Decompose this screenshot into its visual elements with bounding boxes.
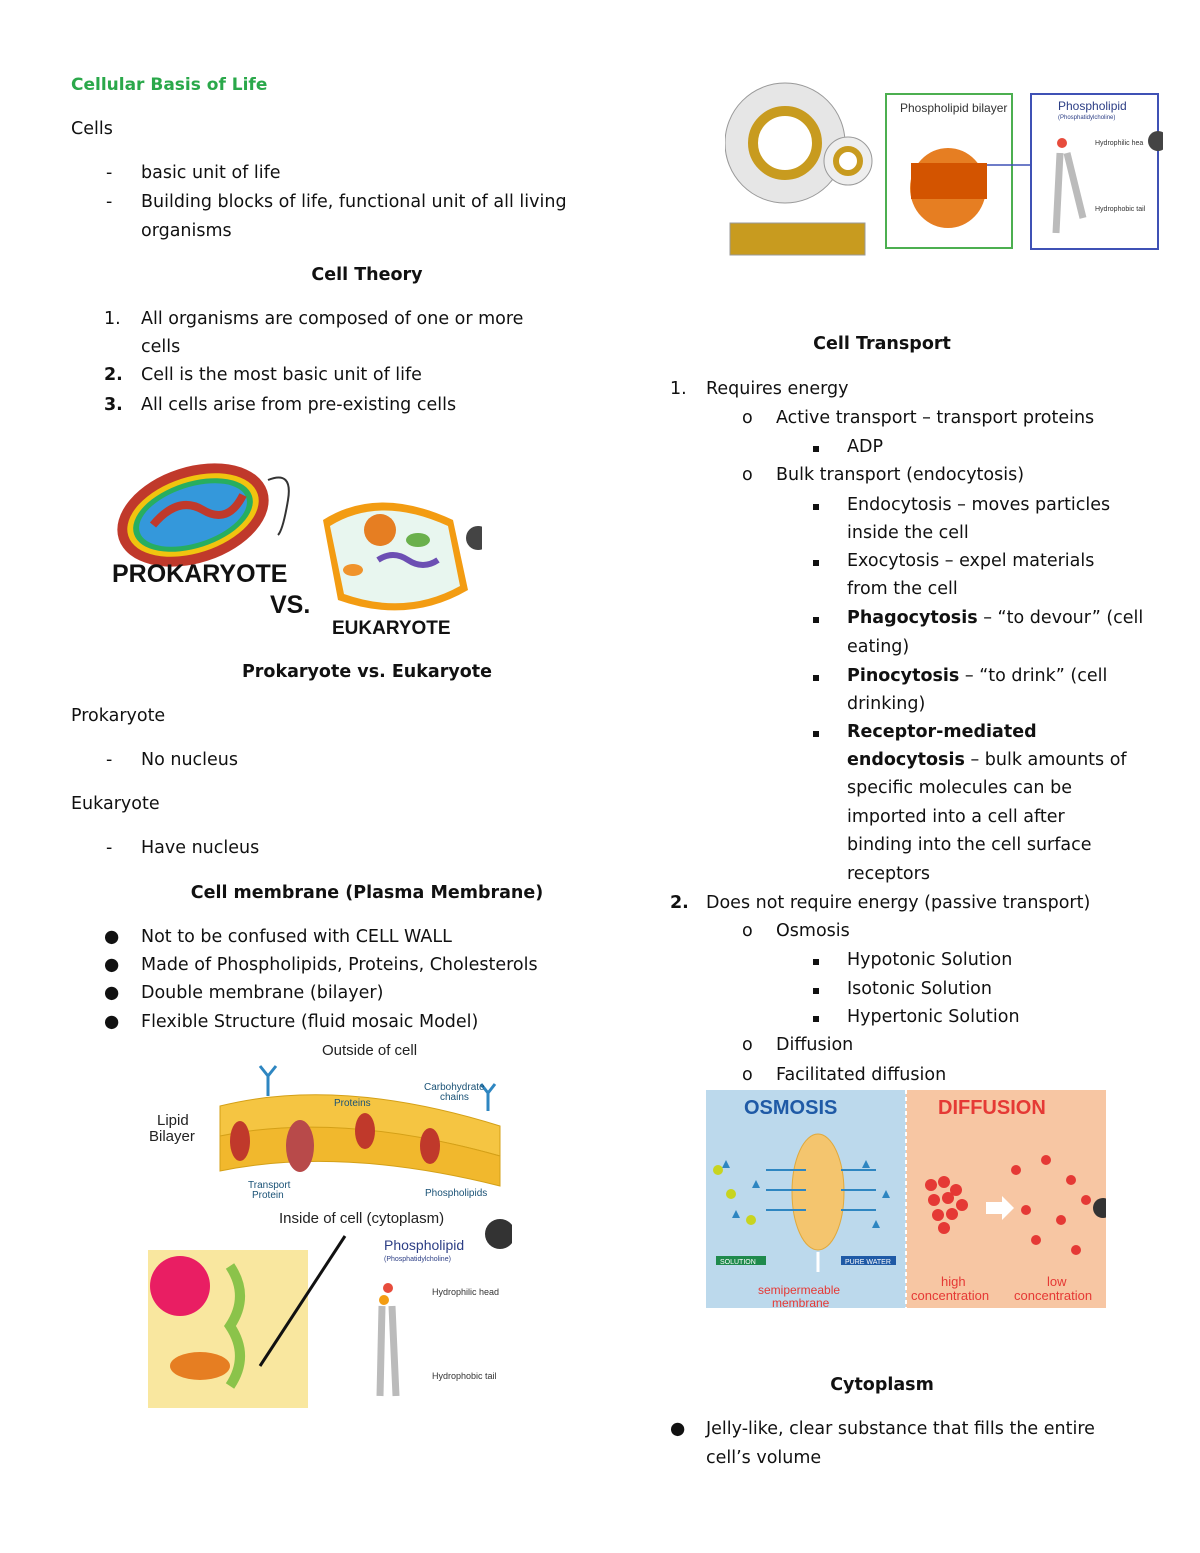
low-concentration-label: concentration bbox=[1014, 1288, 1093, 1303]
high-concentration-label: concentration bbox=[911, 1288, 990, 1303]
pure-water-label: PURE WATER bbox=[845, 1259, 891, 1266]
pinocytosis-item bbox=[847, 662, 1107, 690]
semipermeable-label: semipermeable bbox=[758, 1283, 841, 1297]
receptor-cont: receptors bbox=[847, 864, 930, 884]
solution-item: Hypertonic Solution bbox=[847, 1007, 1020, 1027]
bullet: ● bbox=[104, 955, 120, 975]
theory-item: All cells arise from pre-existing cells bbox=[141, 395, 457, 415]
theory-item: Cell is the most basic unit of life bbox=[141, 365, 422, 385]
list-number: 2. bbox=[670, 893, 689, 913]
membrane-label: membrane bbox=[772, 1296, 830, 1308]
carbohydrate-label: Carbohydrate bbox=[424, 1082, 485, 1093]
transport-heading: Cell Transport bbox=[813, 334, 951, 354]
square-bullet bbox=[813, 547, 819, 575]
receptor-item: Receptor-mediated bbox=[847, 722, 1037, 742]
theory-item: All organisms are composed of one or more bbox=[141, 309, 524, 329]
osmosis-item: Osmosis bbox=[776, 921, 850, 941]
exocytosis-item: Exocytosis – expel materials bbox=[847, 551, 1095, 571]
cells-item: Building blocks of life, functional unit of all living bbox=[141, 192, 567, 212]
list-number: 1. bbox=[670, 379, 687, 399]
transport-item: Requires energy bbox=[706, 379, 849, 399]
eukaryote-cell-drawing bbox=[323, 503, 482, 611]
membrane-item: Not to be confused with CELL WALL bbox=[141, 927, 452, 947]
list-number: 2. bbox=[104, 365, 123, 385]
square-bullet bbox=[813, 1003, 819, 1031]
circle-bullet: o bbox=[742, 1035, 753, 1055]
transport-label: Transport bbox=[248, 1180, 291, 1191]
outside-cell-label: Outside of cell bbox=[322, 1042, 418, 1059]
facilitated-item: Facilitated diffusion bbox=[776, 1065, 947, 1085]
pinocytosis-term: Pinocytosis bbox=[847, 666, 960, 686]
prokaryote-label: Prokaryote bbox=[71, 706, 166, 726]
cytoplasm-item-cont: cell’s volume bbox=[706, 1448, 822, 1468]
square-bullet bbox=[813, 604, 819, 632]
phagocytosis-item bbox=[847, 604, 1143, 632]
pinocytosis-cont: drinking) bbox=[847, 694, 926, 714]
phagocytosis-term: Phagocytosis bbox=[847, 608, 978, 628]
hydrophobic-tail-label: Hydrophobic tail bbox=[432, 1371, 497, 1381]
receptor-desc: – bulk amounts of bbox=[964, 750, 1127, 770]
membrane-item: Flexible Structure (fluid mosaic Model) bbox=[141, 1012, 479, 1032]
cytoplasm-item: Jelly-like, clear substance that fills the entire bbox=[706, 1419, 1095, 1439]
phospholipid-label: Phospholipid bbox=[384, 1237, 465, 1253]
circle-bullet: o bbox=[742, 1065, 753, 1085]
membrane-illustration bbox=[140, 1036, 512, 1410]
chains-label: chains bbox=[440, 1092, 469, 1103]
exocytosis-cont: from the cell bbox=[847, 579, 958, 599]
hydrophilic-label: Hydrophilic hea bbox=[1095, 140, 1144, 147]
osmosis-label: OSMOSIS bbox=[744, 1097, 838, 1119]
hydrophobic-label: Hydrophobic tail bbox=[1095, 206, 1146, 213]
cell-theory-heading: Cell Theory bbox=[311, 265, 423, 285]
bullet: ● bbox=[670, 1419, 686, 1439]
phospholipids-label: Phospholipids bbox=[425, 1188, 488, 1199]
page-title: Cellular Basis of Life bbox=[71, 75, 268, 95]
osmosis-diffusion-figure bbox=[706, 1090, 1106, 1308]
solution-label: SOLUTION bbox=[720, 1259, 756, 1266]
phosphatidylcholine-label: (Phosphatidylcholine) bbox=[384, 1256, 451, 1263]
vs-label: VS. bbox=[270, 591, 311, 619]
pro-euk-heading: Prokaryote vs. Eukaryote bbox=[241, 662, 493, 682]
prokaryote-item: No nucleus bbox=[141, 750, 239, 770]
endocytosis-item: Endocytosis – moves particles bbox=[847, 495, 1111, 515]
phagocytosis-cont: eating) bbox=[847, 637, 910, 657]
square-bullet bbox=[813, 946, 819, 974]
dash-bullet: - bbox=[106, 750, 113, 770]
bilayer-box-title: Phospholipid bilayer bbox=[900, 101, 1008, 115]
cytoplasm-heading: Cytoplasm bbox=[830, 1375, 934, 1395]
cells-illustration bbox=[108, 440, 482, 642]
low-label: low bbox=[1047, 1274, 1067, 1289]
transport-item: Does not require energy (passive transport) bbox=[706, 893, 1091, 913]
dash-bullet: - bbox=[106, 163, 113, 183]
dash-bullet: - bbox=[106, 838, 113, 858]
theory-item-cont: cells bbox=[141, 337, 181, 357]
proteins-label: Proteins bbox=[334, 1098, 371, 1109]
square-bullet bbox=[813, 662, 819, 690]
receptor-cont: specific molecules can be bbox=[847, 778, 1072, 798]
dash-bullet: - bbox=[106, 192, 113, 212]
cells-heading: Cells bbox=[71, 119, 113, 139]
membrane-item: Double membrane (bilayer) bbox=[141, 983, 384, 1003]
square-bullet bbox=[813, 975, 819, 1003]
square-bullet bbox=[813, 491, 819, 519]
membrane-figure bbox=[140, 1036, 512, 1410]
prokaryote-eukaryote-figure bbox=[108, 440, 482, 642]
circle-bullet: o bbox=[742, 408, 753, 428]
receptor-cont: imported into a cell after bbox=[847, 807, 1065, 827]
transport-subsubitem: ADP bbox=[847, 437, 883, 457]
protein-label: Protein bbox=[252, 1190, 284, 1201]
eukaryote-label: EUKARYOTE bbox=[332, 618, 451, 639]
cells-item: basic unit of life bbox=[141, 163, 281, 183]
membrane-item: Made of Phospholipids, Proteins, Cholesterols bbox=[141, 955, 538, 975]
bilayer-illustration bbox=[725, 73, 1163, 265]
transport-subitem: Bulk transport (endocytosis) bbox=[776, 465, 1025, 485]
eukaryote-item: Have nucleus bbox=[141, 838, 260, 858]
circle-bullet: o bbox=[742, 921, 753, 941]
receptor-term: endocytosis bbox=[847, 750, 965, 770]
phospholipid-bilayer-figure bbox=[725, 73, 1163, 265]
endocytosis-cont: inside the cell bbox=[847, 523, 969, 543]
cells-item-cont: organisms bbox=[141, 221, 232, 241]
transport-subitem: Active transport – transport proteins bbox=[776, 408, 1095, 428]
circle-bullet: o bbox=[742, 465, 753, 485]
next-arrow-icon bbox=[485, 1219, 512, 1249]
receptor-cont bbox=[847, 746, 1127, 774]
list-number: 3. bbox=[104, 395, 123, 415]
list-number: 1. bbox=[104, 309, 121, 329]
square-bullet bbox=[813, 433, 819, 461]
osmosis-illustration bbox=[706, 1090, 1106, 1308]
pinocytosis-desc: – “to drink” (cell bbox=[959, 666, 1108, 686]
phosphatidylcholine-sub: (Phosphatidylcholine) bbox=[1058, 115, 1116, 121]
bilayer-label: Bilayer bbox=[149, 1128, 195, 1145]
inside-cell-label: Inside of cell (cytoplasm) bbox=[279, 1210, 445, 1227]
hydrophilic-head-label: Hydrophilic head bbox=[432, 1287, 500, 1297]
solution-item: Hypotonic Solution bbox=[847, 950, 1013, 970]
phagocytosis-desc: – “to devour” (cell bbox=[977, 608, 1144, 628]
bullet: ● bbox=[104, 983, 120, 1003]
diffusion-label: DIFFUSION bbox=[938, 1097, 1046, 1119]
diffusion-item: Diffusion bbox=[776, 1035, 854, 1055]
lipid-label: Lipid bbox=[157, 1112, 189, 1129]
eukaryote-label: Eukaryote bbox=[71, 794, 160, 814]
high-label: high bbox=[941, 1274, 966, 1289]
prokaryote-label: PROKARYOTE bbox=[112, 560, 288, 588]
bullet: ● bbox=[104, 1012, 120, 1032]
bullet: ● bbox=[104, 927, 120, 947]
membrane-heading: Cell membrane (Plasma Membrane) bbox=[190, 883, 544, 903]
phospholipid-box-title: Phospholipid bbox=[1058, 99, 1127, 113]
square-bullet bbox=[813, 718, 819, 746]
receptor-cont: binding into the cell surface bbox=[847, 835, 1092, 855]
solution-item: Isotonic Solution bbox=[847, 979, 992, 999]
